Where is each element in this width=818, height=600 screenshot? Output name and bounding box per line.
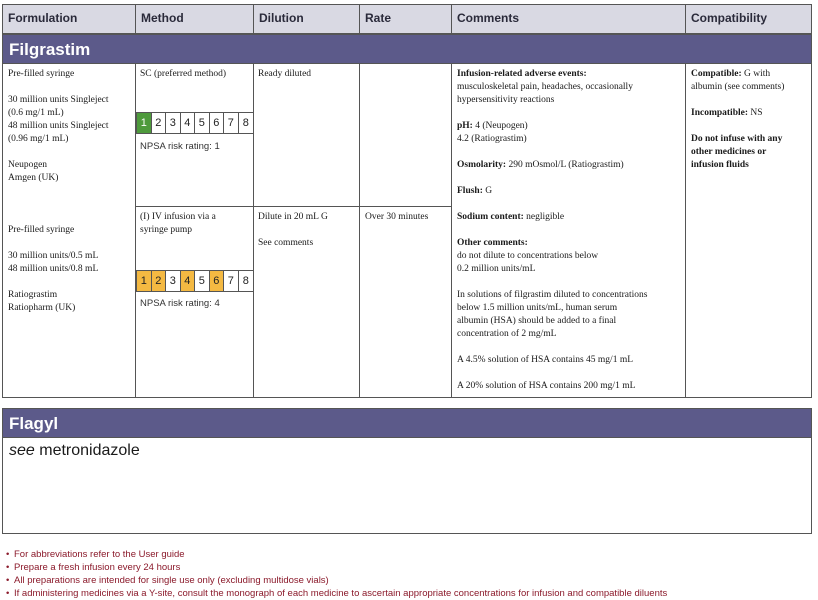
comments-cell: Infusion-related adverse events: musculoskeletal pain, headaches, occasionally hypersensitivity reactions pH: 4 (Neupogen) 4.2 (Ratiograstim) Osmolarity: 290 mOsmol/L (Ratiograstim) Flush: G Sodium content: negligible Other comments: do not dilute to concentrations below 0.2 million units/mL In solutions of filgrastim diluted to concentrations below 1.5 million units/mL, human serum albumin (HSA) should be added to a final concentration of 2 mg/mL A 4.5% solution of HSA contains 45 mg/1 mL A 20% solution of HSA contains 200 mg/1 mL: [457, 68, 683, 393]
risk-cell: 8: [242, 275, 249, 287]
risk-cell: 4: [181, 271, 196, 291]
risk-cell: 6: [210, 113, 225, 133]
column-header-formulation: Formulation: [3, 5, 136, 33]
rate-iv: Over 30 minutes: [365, 212, 429, 222]
risk-cell: 5: [195, 271, 210, 291]
compatibility-cell: Compatible: G with albumin (see comments) Incompatible: NS Do not infuse with any other medicines or infusion fluids: [691, 69, 785, 170]
formulation-neupogen: Pre-filled syringe 30 million units Singleject (0.6 mg/1 mL) 48 million units Singleject (0.96 mg/1 mL) Neupogen Amgen (UK): [8, 69, 109, 183]
compatible-label: Compatible:: [691, 69, 742, 79]
column-header-method: Method: [136, 5, 254, 33]
risk-cell: 3: [166, 113, 181, 133]
column-header-compatibility: Compatibility: [691, 11, 768, 25]
column-header-comments: Comments: [452, 5, 686, 33]
table-header: [2, 4, 812, 34]
method-sc: SC (preferred method): [140, 69, 226, 79]
risk-cell: 8: [242, 117, 249, 129]
other-comments-heading: Other comments:: [457, 238, 528, 248]
sodium-label: Sodium content:: [457, 212, 524, 222]
risk-cell: 3: [166, 271, 181, 291]
section-title-filgrastim: Filgrastim: [2, 34, 812, 64]
flush-label: Flush:: [457, 186, 483, 196]
see-reference: see metronidazole: [9, 442, 140, 459]
note-item: • Prepare a fresh infusion every 24 hours: [6, 561, 667, 574]
column-header-rate: Rate: [360, 5, 452, 33]
dilution-iv: Dilute in 20 mL G See comments: [258, 212, 328, 248]
risk-cell: 2: [152, 271, 167, 291]
risk-cell: 7: [224, 113, 239, 133]
risk-cell: 4: [181, 113, 196, 133]
osmolarity-label: Osmolarity:: [457, 160, 507, 170]
adverse-events-heading: Infusion-related adverse events:: [457, 69, 587, 79]
filgrastim-section: [2, 64, 812, 398]
see-target-link[interactable]: metronidazole: [34, 442, 140, 459]
ph-label: pH:: [457, 121, 473, 131]
npsa-rating-iv: NPSA risk rating: 4: [140, 298, 220, 309]
risk-cell: 6: [210, 271, 225, 291]
risk-cell: 2: [152, 113, 167, 133]
note-item: • All preparations are intended for single use only (excluding multidose vials): [6, 574, 667, 587]
incompatible-label: Incompatible:: [691, 108, 748, 118]
risk-cell: 1: [137, 113, 152, 133]
note-item: • For abbreviations refer to the User guide: [6, 548, 667, 561]
risk-cell: 1: [137, 271, 152, 291]
risk-cell: 5: [195, 113, 210, 133]
flagyl-section: [2, 438, 812, 534]
npsa-risk-scale-sc: [136, 112, 254, 134]
note-item: • If administering medicines via a Y-site, consult the monograph of each medicine to ascertain appropriate concentrations for infusion and compatible diluents: [6, 587, 667, 600]
formulation-ratiograstim: Pre-filled syringe 30 million units/0.5 mL 48 million units/0.8 mL Ratiograstim Ratiopharm (UK): [8, 225, 99, 313]
section-title-flagyl: Flagyl: [2, 408, 812, 438]
npsa-rating-sc: NPSA risk rating: 1: [140, 141, 220, 152]
risk-cell: 7: [224, 271, 239, 291]
dilution-sc: Ready diluted: [258, 69, 312, 79]
column-header-dilution: Dilution: [254, 5, 360, 33]
footer-notes: [6, 548, 667, 600]
method-iv-infusion: (I) IV infusion via a syringe pump: [140, 212, 216, 235]
npsa-risk-scale-iv: [136, 270, 254, 292]
